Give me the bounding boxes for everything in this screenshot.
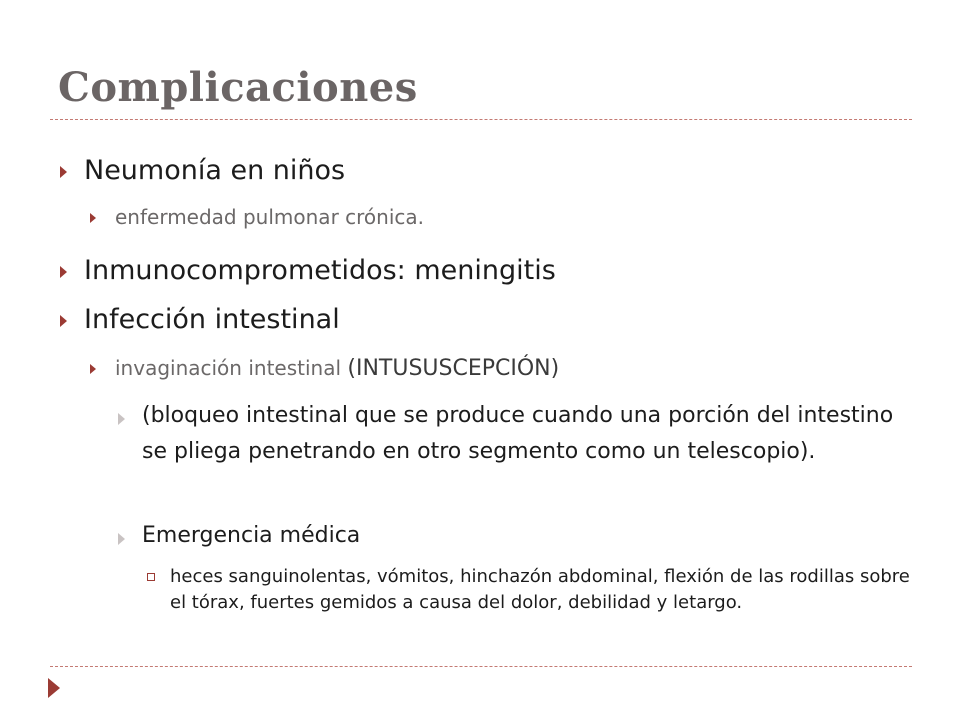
- bullet-arrow-icon: [90, 364, 96, 374]
- bullet-item-heces: heces sanguinolentas, vómitos, hinchazón abdominal, flexión de las rodillas sobre el tórax, fuertes gemidos a causa del dolor, debilidad y letargo.: [170, 566, 910, 613]
- bullet-item-invaginacion: [115, 356, 559, 381]
- bullet-arrow-icon: [60, 266, 67, 278]
- bullet-item-enfermedad: enfermedad pulmonar crónica.: [115, 205, 425, 229]
- invaginacion-text: invaginación intestinal: [115, 356, 342, 380]
- corner-triangle-icon: [48, 678, 60, 698]
- square-bullet-icon: [147, 573, 155, 581]
- bullet-item-inmunocomprometidos: Inmunocomprometidos: meningitis: [84, 255, 556, 286]
- title-divider: [50, 119, 912, 120]
- bullet-arrow-outline-icon: [118, 533, 125, 545]
- bullet-item-bloqueo: (bloqueo intestinal que se produce cuando una porción del intestino se pliega penetrando en otro segmento como un telescopio).: [142, 403, 894, 464]
- bullet-item-infeccion: Infección intestinal: [84, 304, 340, 335]
- bullet-item-neumonia: Neumonía en niños: [84, 155, 346, 186]
- slide-title: Complicaciones: [58, 64, 418, 111]
- bullet-arrow-outline-icon: [118, 413, 125, 425]
- bullet-arrow-icon: [90, 213, 96, 223]
- bullet-arrow-icon: [60, 315, 67, 327]
- bullet-item-emergencia: Emergencia médica: [142, 523, 361, 548]
- bullet-arrow-icon: [60, 166, 67, 178]
- footer-divider: [50, 666, 912, 667]
- invaginacion-emphasis: (INTUSUSCEPCIÓN): [347, 356, 560, 381]
